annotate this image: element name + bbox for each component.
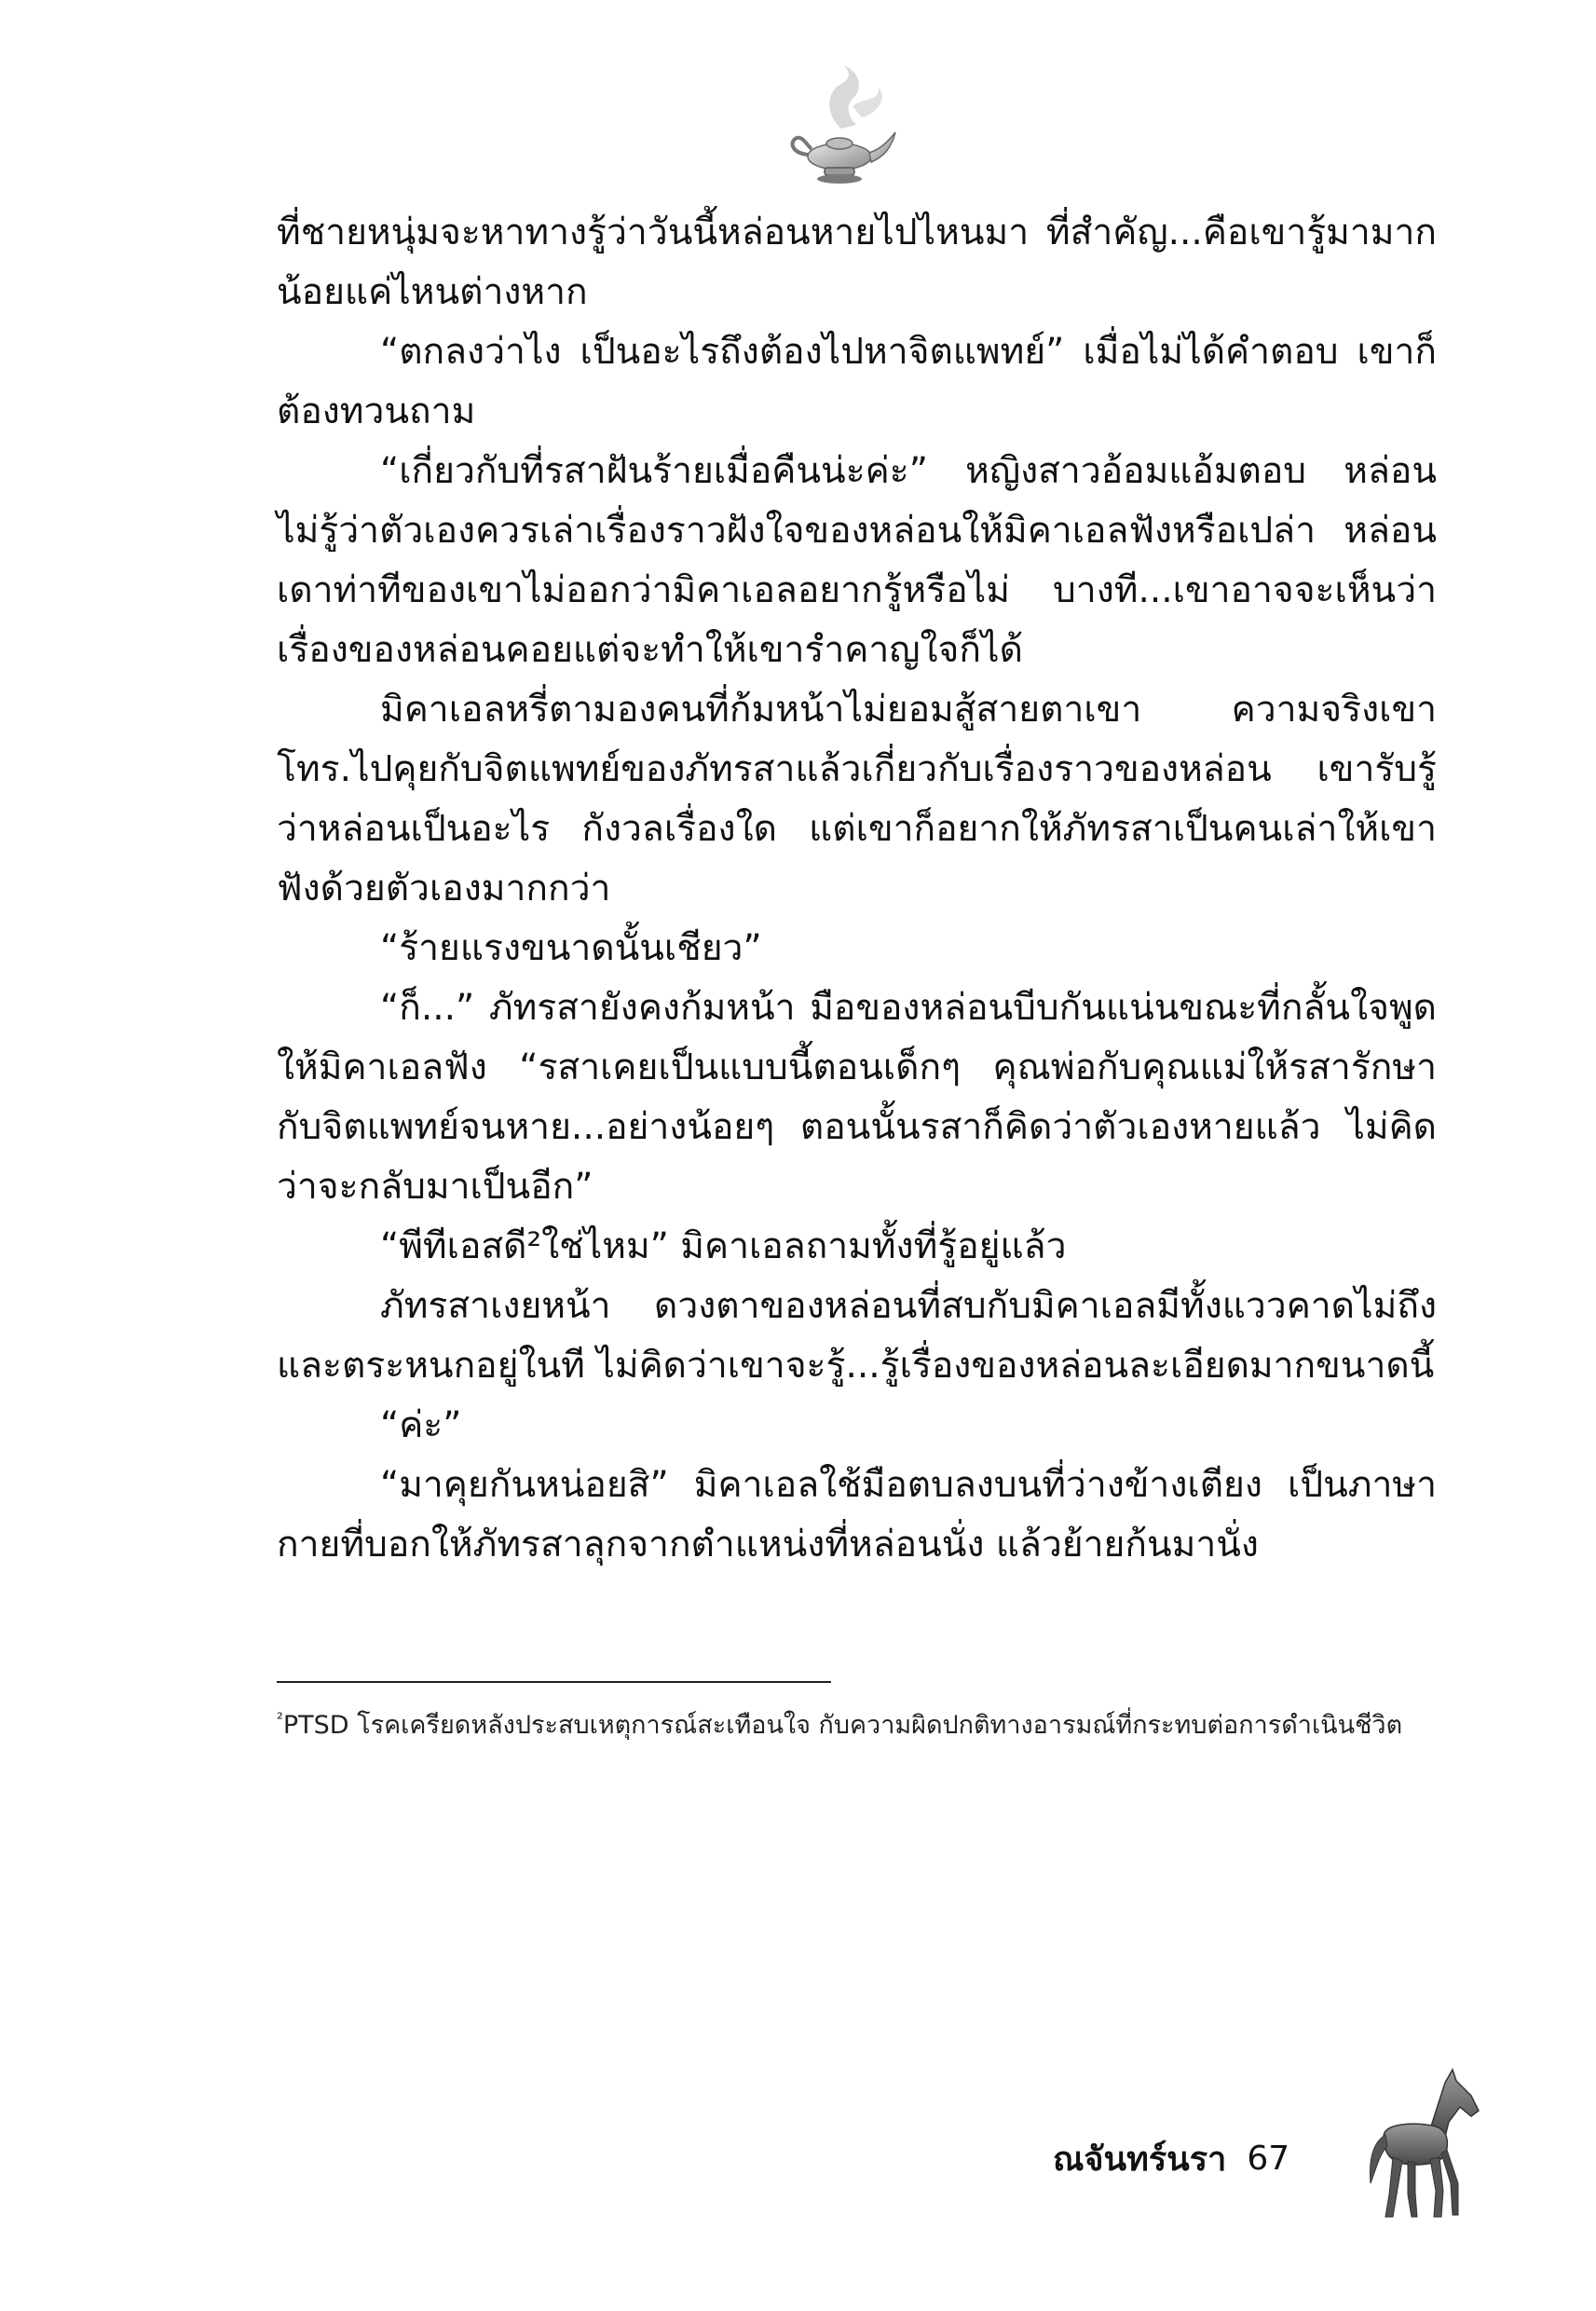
paragraph-1: ที่ชายหนุ่มจะหาทางรู้ว่าวันนี้หล่อนหายไปไหนมา ที่สำคัญ...คือเขารู้มามากน้อยแค่ไหนต่างหาก <box>277 212 1437 313</box>
body-text <box>277 203 1437 1575</box>
paragraph-8: ภัทรสาเงยหน้า ดวงตาของหล่อนที่สบกับมิคาเอลมีทั้งแววคาดไม่ถึงและตระหนกอยู่ในที ไม่คิดว่าเขาจะรู้...รู้เรื่องของหล่อนละเอียดมากขนาดนี้ <box>277 1285 1437 1387</box>
page-number: 67 <box>1247 2139 1290 2178</box>
author-name: ณจันทร์นรา <box>1053 2140 1227 2179</box>
paragraph-7: “พีทีเอสดี²ใช่ไหม” มิคาเอลถามทั้งที่รู้อยู่แล้ว <box>380 1225 1067 1267</box>
paragraph-6: “ก็...” ภัทรสายังคงก้มหน้า มือของหล่อนบีบกันแน่นขณะที่กลั้นใจพูดให้มิคาเอลฟัง “รสาเคยเป็นแบบนี้ตอนเด็กๆ คุณพ่อกับคุณแม่ให้รสารักษากับจิตแพทย์จนหาย...อย่างน้อยๆ ตอนนั้นรสาก็คิดว่าตัวเองหายแล้ว ไม่คิดว่าจะกลับมาเป็นอีก” <box>277 987 1437 1208</box>
footnote-marker: ² <box>277 1710 283 1729</box>
footnote <box>277 1696 1437 1749</box>
paragraph-2: “ตกลงว่าไง เป็นอะไรถึงต้องไปหาจิตแพทย์” เมื่อไม่ได้คำตอบ เขาก็ต้องทวนถาม <box>277 331 1437 432</box>
horse-icon <box>1356 2064 1486 2222</box>
paragraph-5: “ร้ายแรงขนาดนั้นเชียว” <box>380 927 762 969</box>
footnote-text: PTSD โรคเครียดหลังประสบเหตุการณ์สะเทือนใจ กับความผิดปกติทางอารมณ์ที่กระทบต่อการดำเนินชีวิต <box>282 1711 1403 1740</box>
paragraph-3: “เกี่ยวกับที่รสาฝันร้ายเมื่อคืนน่ะค่ะ” หญิงสาวอ้อมแอ้มตอบ หล่อนไม่รู้ว่าตัวเองควรเล่าเรื่องราวฝังใจของหล่อนให้มิคาเอลฟังหรือเปล่า หล่อนเดาท่าทีของเขาไม่ออกว่ามิคาเอลอยากรู้หรือไม่ บางที...เขาอาจจะเห็นว่าเรื่องของหล่อนคอยแต่จะทำให้เขารำคาญใจก็ได้ <box>277 450 1437 671</box>
page-footer <box>1053 2130 1289 2186</box>
paragraph-10: “มาคุยกันหน่อยสิ” มิคาเอลใช้มือตบลงบนที่ว่างข้างเตียง เป็นภาษากายที่บอกให้ภัทรสาลุกจากตำแหน่งที่หล่อนนั่ง แล้วย้ายก้นมานั่ง <box>277 1464 1437 1566</box>
magic-lamp-icon <box>787 63 899 194</box>
paragraph-4: มิคาเอลหรี่ตามองคนที่ก้มหน้าไม่ยอมสู้สายตาเขา ความจริงเขาโทร.ไปคุยกับจิตแพทย์ของภัทรสาแล้วเกี่ยวกับเรื่องราวของหล่อน เขารับรู้ว่าหล่อนเป็นอะไร กังวลเรื่องใด แต่เขาก็อยากให้ภัทรสาเป็นคนเล่าให้เขาฟังด้วยตัวเองมากกว่า <box>277 689 1437 909</box>
footnote-divider <box>277 1681 831 1683</box>
paragraph-9: “ค่ะ” <box>380 1404 462 1446</box>
